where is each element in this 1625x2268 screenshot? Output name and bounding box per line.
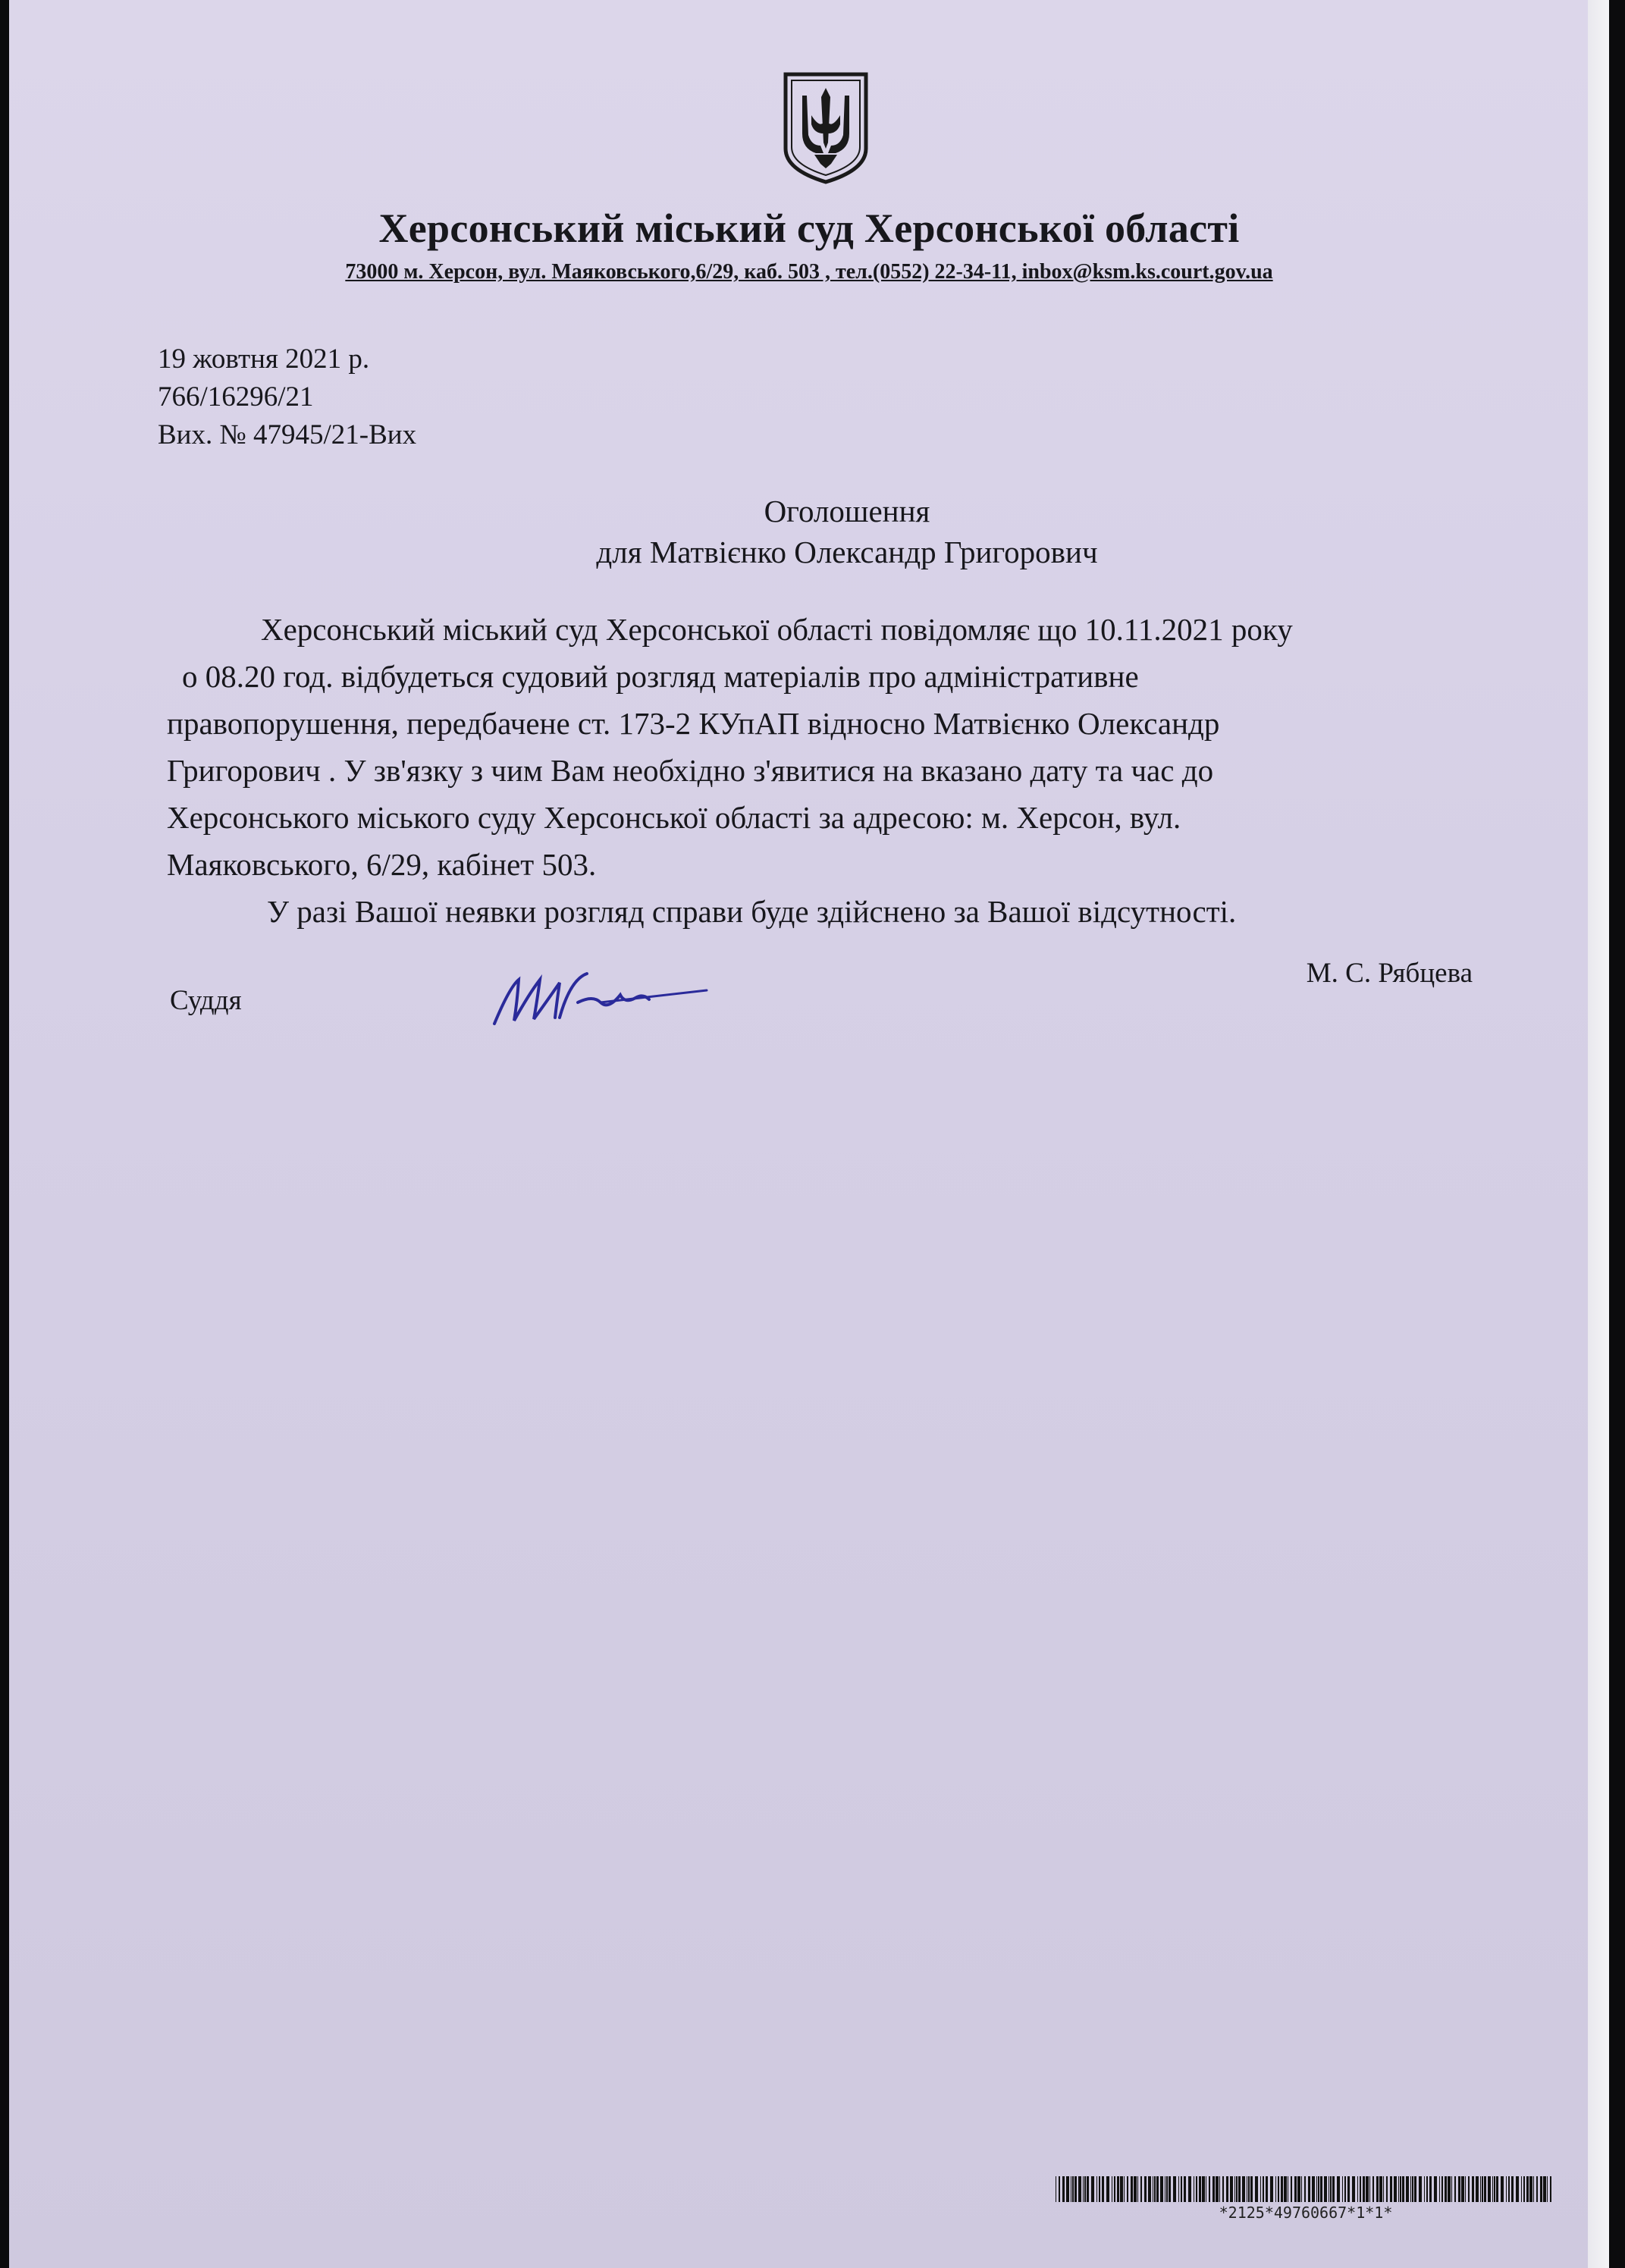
barcode-bar: [1140, 2176, 1142, 2202]
barcode-bar: [1492, 2176, 1493, 2202]
barcode-bar: [1181, 2176, 1182, 2202]
barcode-bar: [1312, 2176, 1315, 2202]
court-name-heading: Херсонський міський суд Херсонської області: [378, 205, 1240, 251]
barcode-bar: [1091, 2176, 1094, 2202]
barcode-bar: [1184, 2176, 1186, 2202]
barcode-bar: [1131, 2176, 1133, 2202]
barcode-bar: [1137, 2176, 1138, 2202]
barcode-bar: [1266, 2176, 1268, 2202]
barcode-bar: [1212, 2176, 1215, 2202]
barcode-bar: [1451, 2176, 1452, 2202]
barcode-bar: [1445, 2176, 1447, 2202]
barcode-bar: [1078, 2176, 1081, 2202]
barcode-bar: [1352, 2176, 1355, 2202]
barcode-bar: [1390, 2176, 1392, 2202]
barcode-bar: [1426, 2176, 1428, 2202]
barcode-bar: [1394, 2176, 1397, 2202]
barcode-bar: [1278, 2176, 1279, 2202]
barcode-bar: [1178, 2176, 1179, 2202]
barcode-bar: [1270, 2176, 1273, 2202]
barcode-bar: [1414, 2176, 1416, 2202]
barcode-bar: [1320, 2176, 1322, 2202]
body-line: Херсонський міський суд Херсонської області повідомляє що 10.11.2021 року: [261, 612, 1293, 647]
barcode-bar: [1441, 2176, 1443, 2202]
barcode-bar: [1216, 2176, 1219, 2202]
barcode-bar: [1114, 2176, 1115, 2202]
barcode-bar: [1494, 2176, 1495, 2202]
barcode-bar: [1166, 2176, 1168, 2202]
barcode-bar: [1199, 2176, 1201, 2202]
body-line: У разі Вашої неявки розгляд справи буде здійснено за Вашої відсутності.: [267, 894, 1237, 929]
barcode-bar: [1543, 2176, 1546, 2202]
barcode-bar: [1226, 2176, 1228, 2202]
body-line: Маяковського, 6/29, кабінет 503.: [167, 847, 597, 882]
barcode-bar: [1308, 2176, 1310, 2202]
barcode-bar: [1508, 2176, 1510, 2202]
barcode-bar: [1360, 2176, 1361, 2202]
barcode-bar: [1281, 2176, 1283, 2202]
barcode-bar: [1294, 2176, 1297, 2202]
barcode-bar: [1144, 2176, 1147, 2202]
barcode-bar: [1148, 2176, 1151, 2202]
barcode-bar: [1072, 2176, 1074, 2202]
barcode-bar: [1059, 2176, 1060, 2202]
barcode-bar: [1248, 2176, 1250, 2202]
barcode-bar: [1402, 2176, 1404, 2202]
barcode-bar: [1099, 2176, 1100, 2202]
barcode-bar: [1454, 2176, 1456, 2202]
barcode-bar: [1419, 2176, 1422, 2202]
barcode-bar: [1434, 2176, 1437, 2202]
barcode-bar: [1400, 2176, 1401, 2202]
barcode-bar: [1376, 2176, 1379, 2202]
barcode-bar: [1398, 2176, 1399, 2202]
barcode-bar: [1429, 2176, 1432, 2202]
barcode-bar: [1324, 2176, 1327, 2202]
barcode-bar: [1102, 2176, 1104, 2202]
barcode-bar: [1238, 2176, 1241, 2202]
barcode-bar: [1511, 2176, 1514, 2202]
barcode-bar: [1406, 2176, 1409, 2202]
barcode-bar: [1062, 2176, 1065, 2202]
judge-role-label: Суддя: [170, 985, 242, 1016]
barcode-bar: [1476, 2176, 1479, 2202]
barcode-bar: [1284, 2176, 1287, 2202]
barcode-bar: [1482, 2176, 1483, 2202]
barcode-bar: [1547, 2176, 1548, 2202]
barcode-bar: [1472, 2176, 1474, 2202]
barcode-bar: [1516, 2176, 1519, 2202]
barcode-bar: [1242, 2176, 1245, 2202]
barcode-bar: [1074, 2176, 1077, 2202]
barcode-bar: [1260, 2176, 1261, 2202]
barcode-bar: [1106, 2176, 1109, 2202]
barcode-bar: [1316, 2176, 1317, 2202]
barcode-bar: [1461, 2176, 1464, 2202]
barcode-bar: [1383, 2176, 1384, 2202]
barcode-bar: [1344, 2176, 1346, 2202]
handwritten-signature: [487, 957, 714, 1033]
barcode-bar: [1087, 2176, 1089, 2202]
body-line: Херсонського міського суду Херсонської області за адресою: м. Херсон, вул.: [167, 800, 1181, 835]
barcode-bar: [1318, 2176, 1319, 2202]
barcode-bar: [1230, 2176, 1233, 2202]
barcode-bar: [1410, 2176, 1411, 2202]
barcode-bar: [1255, 2176, 1258, 2202]
barcode-bar: [1357, 2176, 1358, 2202]
barcode-bar: [1160, 2176, 1163, 2202]
barcode-bar: [1202, 2176, 1205, 2202]
barcode-bar: [1332, 2176, 1335, 2202]
paper-edge: [1588, 0, 1609, 2268]
document-page: [9, 0, 1609, 2268]
barcode-bar: [1196, 2176, 1197, 2202]
barcode-bar: [1263, 2176, 1264, 2202]
barcode-bar: [1219, 2176, 1220, 2202]
barcode-bar: [1297, 2176, 1300, 2202]
barcode-bar: [1439, 2176, 1440, 2202]
barcode-bar: [1366, 2176, 1369, 2202]
barcode-bar: [1342, 2176, 1343, 2202]
case-number: 766/16296/21: [158, 381, 314, 413]
barcode-bar: [1154, 2176, 1156, 2202]
barcode-bar: [1066, 2176, 1069, 2202]
barcode-bar: [1120, 2176, 1123, 2202]
barcode-bar: [1083, 2176, 1084, 2202]
barcode-bar: [1301, 2176, 1302, 2202]
barcode-bar: [1337, 2176, 1340, 2202]
barcode-bar: [1084, 2176, 1086, 2202]
barcode-bar: [1369, 2176, 1370, 2202]
barcode-bar: [1533, 2176, 1534, 2202]
barcode-bar: [1222, 2176, 1224, 2202]
barcode-bar: [1468, 2176, 1470, 2202]
barcode-bar: [1526, 2176, 1529, 2202]
barcode-bar: [1529, 2176, 1532, 2202]
outgoing-number: Вих. № 47945/21-Вих: [158, 419, 417, 450]
barcode-bar: [1173, 2176, 1176, 2202]
barcode-bar: [1536, 2176, 1538, 2202]
barcode-bar: [1448, 2176, 1451, 2202]
announcement-recipient: для Матвієнко Олександр Григорович: [596, 535, 1098, 569]
barcode-bar: [1523, 2176, 1525, 2202]
barcode-number: *2125*49760667*1*1*: [1219, 2204, 1393, 2222]
barcode-bar: [1250, 2176, 1253, 2202]
judge-name: М. С. Рябцева: [1306, 958, 1473, 989]
barcode-bar: [1484, 2176, 1486, 2202]
barcode-bar: [1275, 2176, 1276, 2202]
barcode-bar: [1550, 2176, 1551, 2202]
barcode: [1056, 2176, 1556, 2202]
announcement-title: Оголошення: [764, 494, 930, 529]
barcode-bar: [1236, 2176, 1238, 2202]
barcode-bar: [1379, 2176, 1382, 2202]
body-line: о 08.20 год. відбудеться судовий розгляд матеріалів про адміністративне: [182, 659, 1139, 694]
barcode-bar: [1291, 2176, 1292, 2202]
body-line: правопорушення, передбачене ст. 173-2 КУпАП відносно Матвієнко Олександр: [167, 706, 1220, 741]
barcode-bar: [1458, 2176, 1460, 2202]
barcode-bar: [1488, 2176, 1491, 2202]
barcode-bar: [1501, 2176, 1504, 2202]
barcode-bar: [1363, 2176, 1365, 2202]
barcode-bar: [1465, 2176, 1466, 2202]
coat-of-arms-icon: [781, 70, 871, 185]
barcode-bar: [1134, 2176, 1137, 2202]
barcode-bar: [1169, 2176, 1171, 2202]
barcode-bar: [1304, 2176, 1306, 2202]
barcode-bar: [1496, 2176, 1498, 2202]
barcode-bar: [1330, 2176, 1332, 2202]
barcode-bar: [1234, 2176, 1235, 2202]
barcode-bar: [1096, 2176, 1097, 2202]
barcode-bar: [1124, 2176, 1125, 2202]
barcode-bar: [1386, 2176, 1388, 2202]
barcode-bar: [1506, 2176, 1507, 2202]
body-line: Григорович . У зв'язку з чим Вам необхідно з'явитися на вказано дату та час до: [167, 753, 1214, 788]
document-date: 19 жовтня 2021 р.: [158, 343, 370, 375]
barcode-bar: [1117, 2176, 1119, 2202]
barcode-bar: [1156, 2176, 1159, 2202]
barcode-bar: [1372, 2176, 1374, 2202]
barcode-bar: [1480, 2176, 1481, 2202]
barcode-bar: [1347, 2176, 1350, 2202]
barcode-bar: [1127, 2176, 1128, 2202]
barcode-bar: [1540, 2176, 1542, 2202]
barcode-bar: [1188, 2176, 1191, 2202]
court-address: 73000 м. Херсон, вул. Маяковського,6/29, каб. 503 , тел.(0552) 22-34-11, inbox@ksm.ks.court.gov.ua: [345, 260, 1273, 284]
barcode-bar: [1424, 2176, 1425, 2202]
barcode-bar: [1209, 2176, 1210, 2202]
barcode-bar: [1521, 2176, 1522, 2202]
barcode-bar: [1412, 2176, 1413, 2202]
